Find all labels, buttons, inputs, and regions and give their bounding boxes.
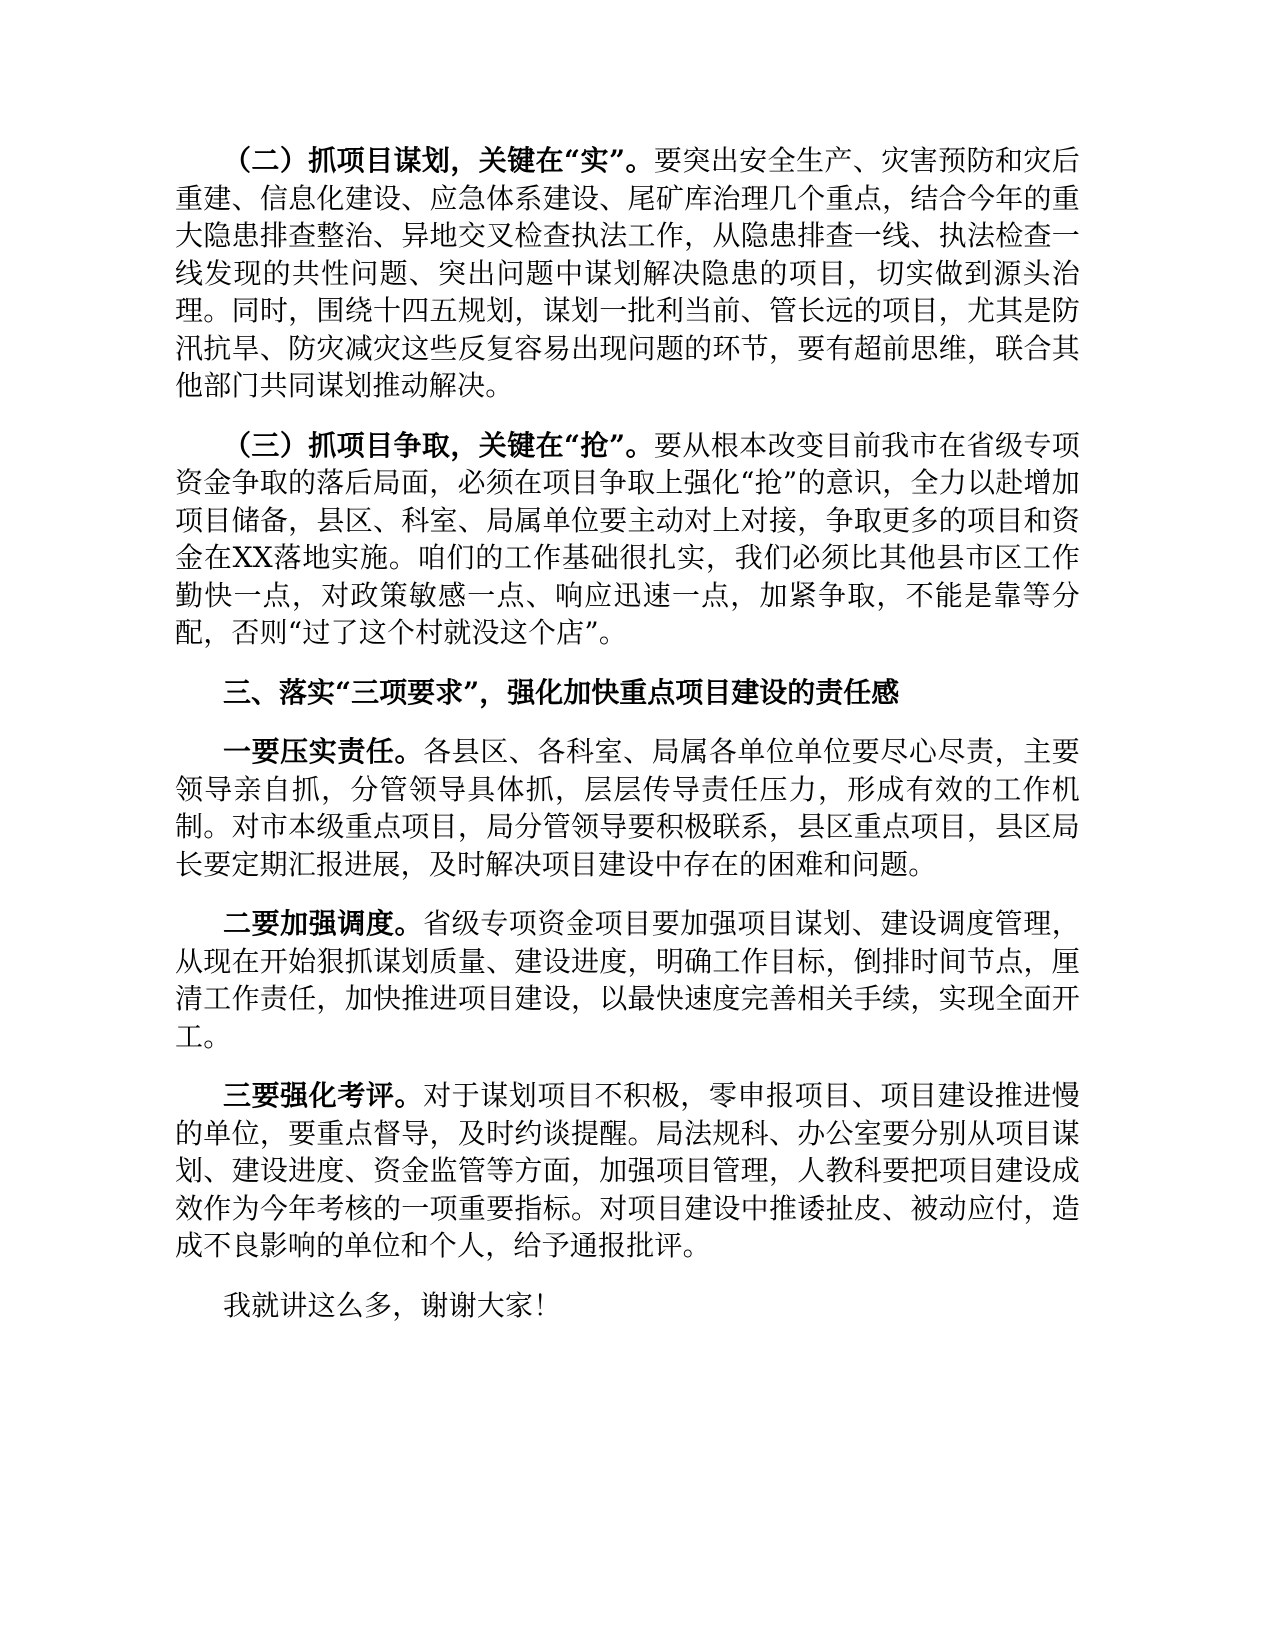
- section-heading: 三、落实“三项要求”，强化加快重点项目建设的责任感: [223, 675, 900, 709]
- requirement-lead: 三要强化考评。: [223, 1079, 424, 1112]
- paragraph-project-planning: [175, 142, 1080, 405]
- paragraph-body: 要从根本改变目前我市在省级专项资金争取的落后局面，必须在项目争取上强化“抢”的意识，全力以赴增加项目储备，县区、科室、局属单位要主动对上对接，争取更多的项目和资金在XX落地实施。咱们的工作基础很扎实，我们必须比其他县市区工作勤快一点，对政策敏感一点、响应迅速一点，加紧争取，不能是靠等分配，否则“过了这个村就没这个店”。: [175, 428, 1080, 649]
- requirement-scheduling: [175, 905, 1080, 1055]
- requirement-evaluation: [175, 1077, 1080, 1265]
- requirement-lead: 二要加强调度。: [223, 907, 424, 940]
- document-page: [175, 142, 1080, 1346]
- closing-remark: 我就讲这么多，谢谢大家！: [223, 1288, 562, 1322]
- paragraph-lead: （二）抓项目谋划，关键在“实”。: [223, 144, 654, 177]
- paragraph-project-competition: [175, 427, 1080, 652]
- requirement-body: 各县区、各科室、局属各单位单位要尽心尽责，主要领导亲自抓，分管领导具体抓，层层传导责任压力，形成有效的工作机制。对市本级重点项目，局分管领导要积极联系，县区重点项目，县区局长要定期汇报进展，及时解决项目建设中存在的困难和问题。: [175, 735, 1080, 881]
- requirement-lead: 一要压实责任。: [223, 735, 424, 768]
- paragraph-body: 要突出安全生产、灾害预防和灾后重建、信息化建设、应急体系建设、尾矿库治理几个重点，结合今年的重大隐患排查整治、异地交叉检查执法工作，从隐患排查一线、执法检查一线发现的共性问题、突出问题中谋划解决隐患的项目，切实做到源头治理。同时，围绕十四五规划，谋划一批利当前、管长远的项目，尤其是防汛抗旱、防灾减灾这些反复容易出现问题的环节，要有超前思维，联合其他部门共同谋划推动解决。: [175, 144, 1080, 402]
- requirement-body: 对于谋划项目不积极，零申报项目、项目建设推进慢的单位，要重点督导，及时约谈提醒。局法规科、办公室要分别从项目谋划、建设进度、资金监管等方面，加强项目管理，人教科要把项目建设成效作为今年考核的一项重要指标。对项目建设中推诿扯皮、被动应付，造成不良影响的单位和个人，给予通报批评。: [175, 1079, 1080, 1262]
- requirement-body: 省级专项资金项目要加强项目谋划、建设调度管理，从现在开始狠抓谋划质量、建设进度，明确工作目标，倒排时间节点，厘清工作责任，加快推进项目建设，以最快速度完善相关手续，实现全面开工。: [175, 907, 1080, 1053]
- paragraph-lead: （三）抓项目争取，关键在“抢”。: [223, 428, 654, 462]
- requirement-responsibility: [175, 733, 1080, 883]
